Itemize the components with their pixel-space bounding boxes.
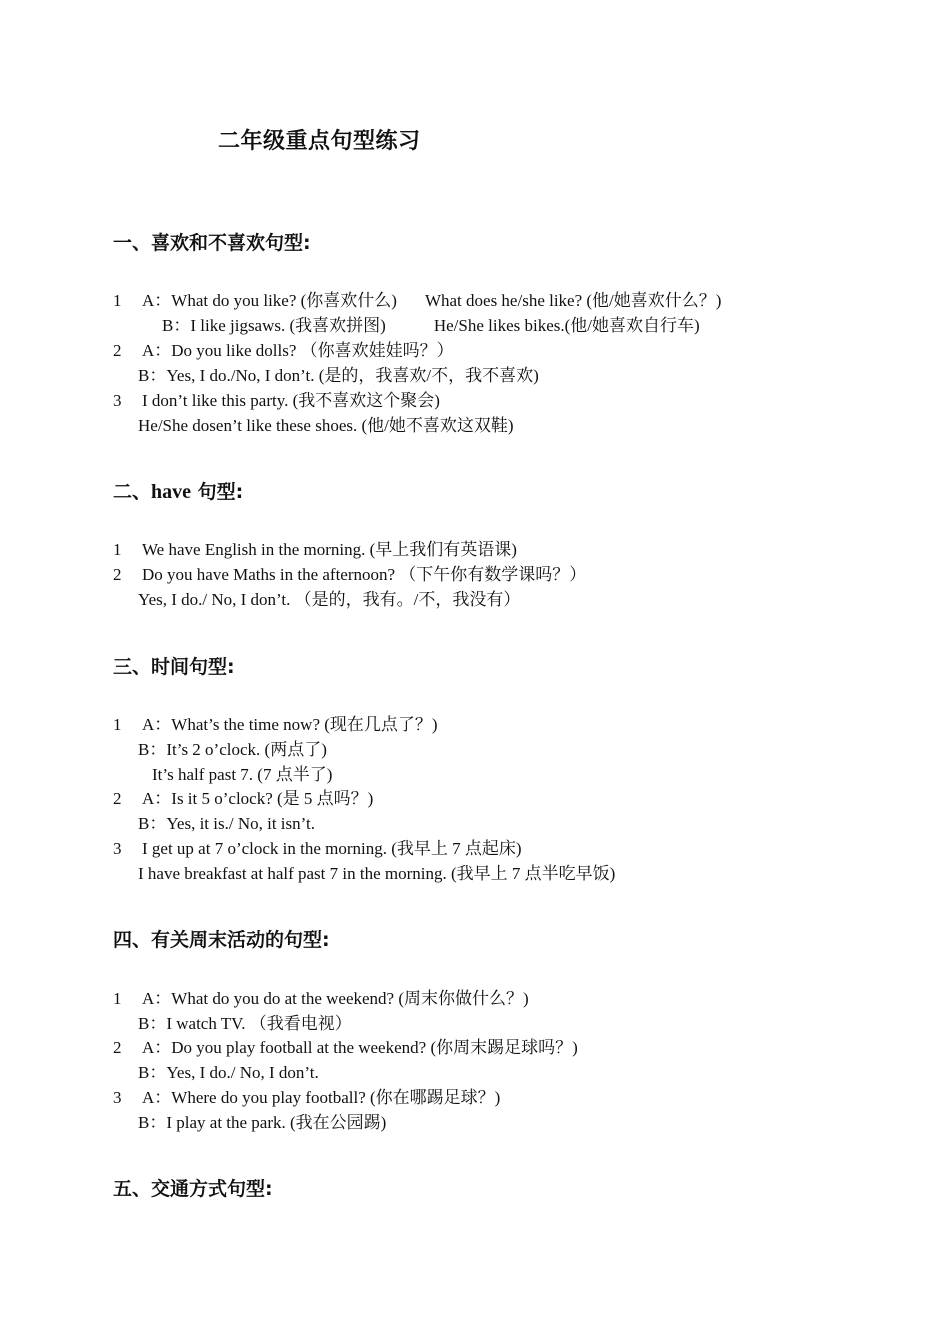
sentence-line	[113, 341, 454, 361]
sentence-text: B：I like jigsaws. (我喜欢拼图)	[162, 316, 386, 335]
sentence-line	[138, 1014, 352, 1034]
line-number: 3	[113, 839, 122, 858]
line-number: 1	[113, 291, 122, 310]
sentence-text: He/She dosen’t like these shoes. (他/她不喜欢这双鞋)	[138, 416, 514, 435]
sentence-text-alt: He/She likes bikes.(他/她喜欢自行车)	[433, 316, 700, 335]
sentence-line	[113, 1088, 500, 1108]
sentence-text: B：It’s 2 o’clock. (两点了)	[138, 740, 327, 759]
sentence-text: A：What do you do at the weekend? (周末你做什么？)	[142, 989, 529, 1008]
section-heading-transport: 五、交通方式句型:	[113, 1178, 273, 1200]
sentence-line	[113, 839, 522, 859]
sentence-line	[113, 789, 373, 809]
sentence-text: B：Yes, I do./No, I don’t. (是的，我喜欢/不，我不喜欢)	[138, 366, 539, 385]
sentence-line	[162, 316, 700, 336]
sentence-line	[138, 1113, 386, 1133]
heading-en: have	[151, 481, 192, 503]
sentence-line	[138, 366, 539, 386]
line-number: 1	[113, 989, 122, 1008]
sentence-line	[152, 765, 332, 785]
page-title: 二年级重点句型练习	[218, 129, 421, 154]
sentence-text-alt: What does he/she like? (他/她喜欢什么？)	[424, 291, 722, 310]
section-heading-have	[113, 477, 243, 504]
sentence-line	[138, 416, 514, 436]
section-heading-weekend: 四、有关周末活动的句型:	[113, 929, 330, 951]
sentence-text: B：Yes, I do./ No, I don’t.	[138, 1063, 319, 1082]
sentence-line	[138, 590, 520, 610]
sentence-text: I have breakfast at half past 7 in the morning. (我早上 7 点半吃早饭)	[138, 864, 616, 883]
sentence-line	[113, 565, 586, 585]
sentence-text: A：Where do you play football? (你在哪踢足球？)	[142, 1088, 501, 1107]
sentence-line	[113, 715, 438, 735]
sentence-line	[138, 1063, 319, 1083]
sentence-line	[113, 989, 529, 1009]
sentence-text: B：I play at the park. (我在公园踢)	[138, 1113, 387, 1132]
sentence-text: B：Yes, it is./ No, it isn’t.	[138, 814, 315, 833]
sentence-line	[138, 740, 327, 760]
sentence-text: We have English in the morning. (早上我们有英语课)	[142, 540, 517, 559]
sentence-line	[138, 864, 615, 884]
sentence-text: B：I watch TV. （我看电视）	[138, 1014, 352, 1033]
sentence-text: A：Do you like dolls? （你喜欢娃娃吗？）	[142, 341, 454, 360]
line-number: 3	[113, 391, 122, 410]
line-number: 1	[113, 715, 122, 734]
line-number: 2	[113, 1038, 122, 1057]
section-heading-likes: 一、喜欢和不喜欢句型:	[113, 232, 311, 254]
sentence-text: A：What’s the time now? (现在几点了？)	[142, 715, 438, 734]
sentence-text: I don’t like this party. (我不喜欢这个聚会)	[142, 391, 440, 410]
line-number: 2	[113, 565, 122, 584]
line-number: 1	[113, 540, 122, 559]
section-heading-time: 三、时间句型:	[113, 656, 235, 678]
sentence-text: Yes, I do./ No, I don’t. （是的，我有。/不，我没有）	[138, 590, 521, 609]
sentence-line	[113, 291, 721, 311]
sentence-text: A：Do you play football at the weekend? (你周末踢足球吗？)	[142, 1038, 578, 1057]
sentence-text: A：What do you like? (你喜欢什么)	[142, 291, 397, 310]
sentence-text: A：Is it 5 o’clock? (是 5 点吗？)	[142, 789, 374, 808]
sentence-line	[113, 1038, 578, 1058]
sentence-line	[113, 391, 440, 411]
line-number: 2	[113, 341, 122, 360]
sentence-line	[113, 540, 517, 560]
sentence-text: I get up at 7 o’clock in the morning. (我早上 7 点起床)	[142, 839, 522, 858]
sentence-line	[138, 814, 315, 834]
line-number: 3	[113, 1088, 122, 1107]
line-number: 2	[113, 789, 122, 808]
sentence-text: It’s half past 7. (7 点半了)	[152, 765, 333, 784]
heading-prefix: 二、	[113, 481, 152, 503]
sentence-text: Do you have Maths in the afternoon? （下午你有数学课吗？）	[142, 565, 587, 584]
heading-suffix: 句型:	[191, 481, 244, 503]
